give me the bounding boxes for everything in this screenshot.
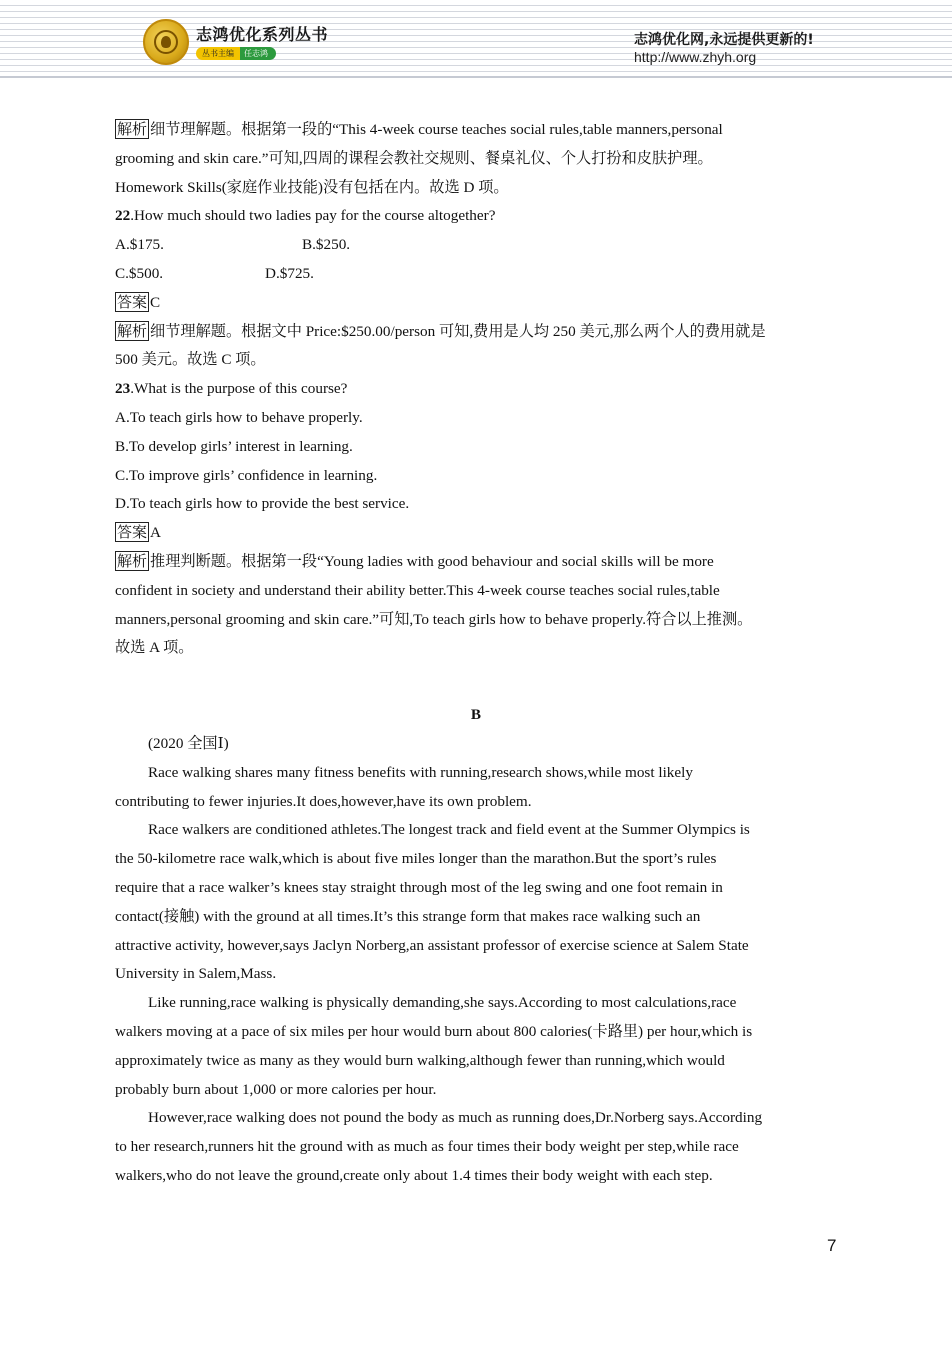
passage-line: approximately twice as many as they would burn walking,although fewer than running,which would xyxy=(115,1051,725,1069)
passage-line: University in Salem,Mass. xyxy=(115,965,277,983)
passage-line: walkers moving at a pace of six miles per hour would burn about 800 calories(卡路里) per hour,which is xyxy=(115,1022,753,1040)
passage-line: contributing to fewer injuries.It does,however,have its own problem. xyxy=(115,792,532,810)
passage-source: (2020 全国Ⅰ) xyxy=(148,734,229,752)
site-slogan: 志鸿优化网,永远提供更新的! xyxy=(634,32,814,48)
passage-line: Race walkers are conditioned athletes.The longest track and field event at the Summer Olympics is xyxy=(148,821,750,839)
analysis-tag: 解析 xyxy=(117,120,148,138)
analysis-tag: 解析 xyxy=(117,551,148,570)
passage-line: Like running,race walking is physically demanding,she says.According to most calculations,race xyxy=(148,994,737,1012)
option-b: B.$250. xyxy=(302,236,351,254)
passage-line: contact(接触) with the ground at all times.It’s this strange form that makes race walking such an xyxy=(115,907,701,925)
option-d: D.To teach girls how to provide the best service. xyxy=(115,495,410,513)
q23-stem: 23.What is the purpose of this course? xyxy=(115,380,348,398)
q22-options-row xyxy=(115,231,837,260)
option-a: A.To teach girls how to behave properly. xyxy=(115,408,363,426)
passage-line: However,race walking does not pound the body as much as running does,Dr.Norberg says.According xyxy=(148,1109,763,1127)
brand-logo-icon xyxy=(143,19,189,65)
q23-analysis-line: confident in society and understand their ability better.This 4-week course teaches social rules,table xyxy=(115,581,720,599)
document-body xyxy=(115,116,837,1191)
header-rule xyxy=(0,76,952,78)
passage-line: Race walking shares many fitness benefits with running,research shows,while most likely xyxy=(148,763,693,781)
passage-line: to her research,runners hit the ground with as much as four times their body weight per step,while race xyxy=(115,1138,739,1156)
option-c: C.To improve girls’ confidence in learning. xyxy=(115,466,378,484)
brand-title: 志鸿优化系列丛书 xyxy=(196,25,329,44)
passage-line: the 50-kilometre race walk,which is about five miles longer than the marathon.But the sport’s rules xyxy=(115,850,717,868)
answer-tag: 答案 xyxy=(117,292,148,311)
q23-analysis-line: manners,personal grooming and skin care.”可知,To teach girls how to behave properly.符合以上推测。 xyxy=(115,610,753,628)
section-label: B xyxy=(470,706,482,724)
answer-tag: 答案 xyxy=(117,523,148,542)
passage-line: require that a race walker’s knees stay straight through most of the leg swing and one foot remain in xyxy=(115,878,723,896)
page-number: 7 xyxy=(827,1236,837,1255)
brand-sub-name: 任志鸿 xyxy=(240,47,276,60)
question-number: 23 xyxy=(115,380,131,398)
answer-value: C xyxy=(150,293,161,311)
site-url: http://www.zhyh.org xyxy=(634,49,757,65)
question-number: 22 xyxy=(115,207,131,225)
passage-line: walkers,who do not leave the ground,create only about 1.4 times their body weight with each step. xyxy=(115,1166,713,1184)
q21-analysis-line: 解析 细节理解题。根据第一段的“This 4-week course teaches social rules,table manners,personal xyxy=(117,120,723,138)
q21-analysis-line: grooming and skin care.”可知,四周的课程会教社交规则、餐桌礼仪、个人打扮和皮肤护理。 xyxy=(115,149,713,167)
q22-analysis-line: 解析 细节理解题。根据文中 Price:$250.00/person 可知,费用是人均 250 美元,那么两个人的费用就是 xyxy=(117,321,766,340)
brand-subtitle xyxy=(196,47,276,60)
option-c: C.$500. xyxy=(115,264,164,282)
passage-line: attractive activity, however,says Jaclyn Norberg,an assistant professor of exercise science at Salem State xyxy=(115,936,749,954)
passage-line: probably burn about 1,000 or more calories per hour. xyxy=(115,1080,437,1098)
q22-answer xyxy=(115,289,837,318)
q22-analysis-line: 500 美元。故选 C 项。 xyxy=(115,351,266,369)
q21-analysis-line: Homework Skills(家庭作业技能)没有包括在内。故选 D 项。 xyxy=(115,178,509,196)
q22-stem: 22.How much should two ladies pay for the course altogether? xyxy=(115,207,496,225)
option-a: A.$175. xyxy=(115,236,164,254)
q23-analysis-line: 故选 A 项。 xyxy=(115,639,194,657)
q23-answer xyxy=(115,519,837,548)
option-d: D.$725. xyxy=(265,264,314,282)
q23-analysis-line: 解析 推理判断题。根据第一段“Young ladies with good behaviour and social skills will be more xyxy=(117,551,714,570)
answer-value: A xyxy=(150,524,161,542)
analysis-tag: 解析 xyxy=(117,321,148,340)
brand-sub-label: 丛书主编 xyxy=(196,47,240,60)
q22-options-row xyxy=(115,260,837,289)
option-b: B.To develop girls’ interest in learning. xyxy=(115,437,353,455)
page-header xyxy=(0,0,952,80)
